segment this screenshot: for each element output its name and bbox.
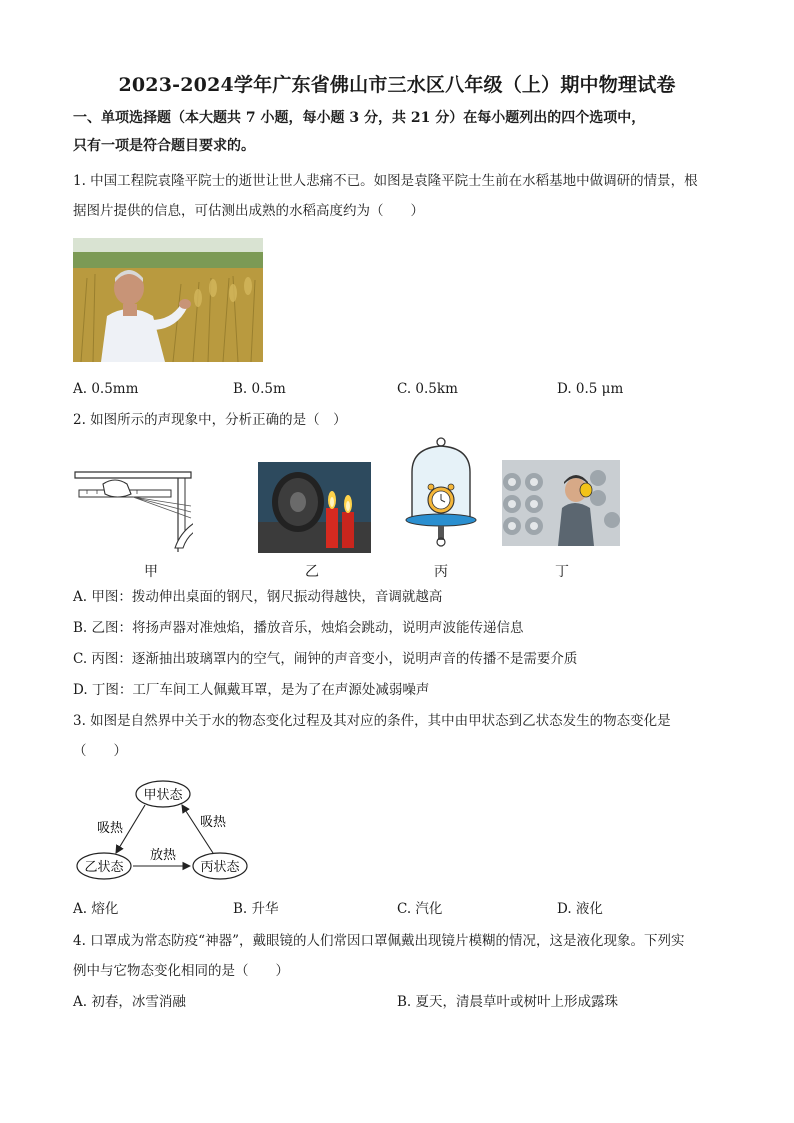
- q2-option-a[interactable]: A. 甲图：拨动伸出桌面的钢尺，钢尺振动得越快，音调就越高: [73, 589, 443, 605]
- question-3-line-2: （ ）: [73, 743, 127, 759]
- q1-option-a[interactable]: A. 0.5mm: [73, 381, 139, 397]
- q2-option-b[interactable]: B. 乙图：将扬声器对准烛焰，播放音乐，烛焰会跳动，说明声波能传递信息: [73, 620, 524, 636]
- q4-option-a[interactable]: A. 初春，冰雪消融: [73, 994, 186, 1010]
- caption-yi: 乙: [305, 564, 319, 580]
- q4-option-b[interactable]: B. 夏天，清晨草叶或树叶上形成露珠: [397, 994, 619, 1010]
- q1-option-c[interactable]: C. 0.5km: [397, 381, 458, 397]
- question-2-stem: 2. 如图所示的声现象中，分析正确的是（ ）: [73, 412, 347, 428]
- caption-ding: 丁: [555, 564, 569, 580]
- q3-option-b[interactable]: B. 升华: [233, 901, 279, 917]
- q1-option-d[interactable]: D. 0.5 μm: [557, 381, 624, 397]
- caption-jia: 甲: [144, 564, 158, 580]
- label-release-heat: 放热: [149, 848, 177, 863]
- bell-jar-alarm-clock-figure: [404, 436, 478, 556]
- section-heading-line-1: 一、单项选择题（本大题共 7 小题，每小题 3 分，共 21 分）在每小题列出的四个选项中，: [73, 110, 646, 126]
- state-c-label: 丙状态: [200, 860, 240, 875]
- question-4-line-1: 4. 口罩成为常态防疫“神器”，戴眼镜的人们常因口罩佩戴出现镜片模糊的情况，这是液化现象。下列实: [73, 933, 685, 949]
- q2-option-c[interactable]: C. 丙图：逐渐抽出玻璃罩内的空气，闹钟的声音变小，说明声音的传播不是需要介质: [73, 651, 578, 667]
- q2-option-d[interactable]: D. 丁图：工厂车间工人佩戴耳罩，是为了在声源处减弱噪声: [73, 682, 430, 698]
- q3-option-a[interactable]: A. 熔化: [73, 901, 119, 917]
- question-4-line-2: 例中与它物态变化相同的是（ ）: [73, 963, 289, 979]
- label-absorb-heat-right: 吸热: [199, 815, 227, 830]
- state-b-label: 乙状态: [84, 860, 124, 875]
- q3-option-c[interactable]: C. 汽化: [397, 901, 443, 917]
- question-1-line-2: 据图片提供的信息，可估测出成熟的水稻高度约为（ ）: [73, 203, 424, 219]
- speaker-candle-photo: [258, 462, 371, 553]
- ruler-on-table-figure: [73, 460, 193, 554]
- factory-worker-earmuffs-photo: [502, 460, 620, 546]
- question-4-stem: [73, 926, 723, 986]
- section-heading-line-2: 只有一项是符合题目要求的。: [73, 138, 255, 154]
- page-title: 2023-2024学年广东省佛山市三水区八年级（上）期中物理试卷: [118, 74, 676, 96]
- section-heading: [73, 104, 723, 160]
- question-1-line-1: 1. 中国工程院袁隆平院士的逝世让世人悲痛不已。如图是袁隆平院士生前在水稻基地中做调研的情景，根: [73, 173, 698, 189]
- q1-option-b[interactable]: B. 0.5m: [233, 381, 286, 397]
- rice-field-photo: [73, 238, 263, 362]
- state-a-label: 甲状态: [143, 788, 183, 803]
- question-3-stem: [73, 706, 723, 766]
- question-1-stem: [73, 166, 723, 226]
- state-change-diagram: [70, 775, 260, 885]
- q3-option-d[interactable]: D. 液化: [557, 901, 603, 917]
- label-absorb-heat-left: 吸热: [96, 821, 124, 836]
- question-3-line-1: 3. 如图是自然界中关于水的物态变化过程及其对应的条件，其中由甲状态到乙状态发生的物态变化是: [73, 713, 671, 729]
- caption-bing: 丙: [434, 564, 448, 580]
